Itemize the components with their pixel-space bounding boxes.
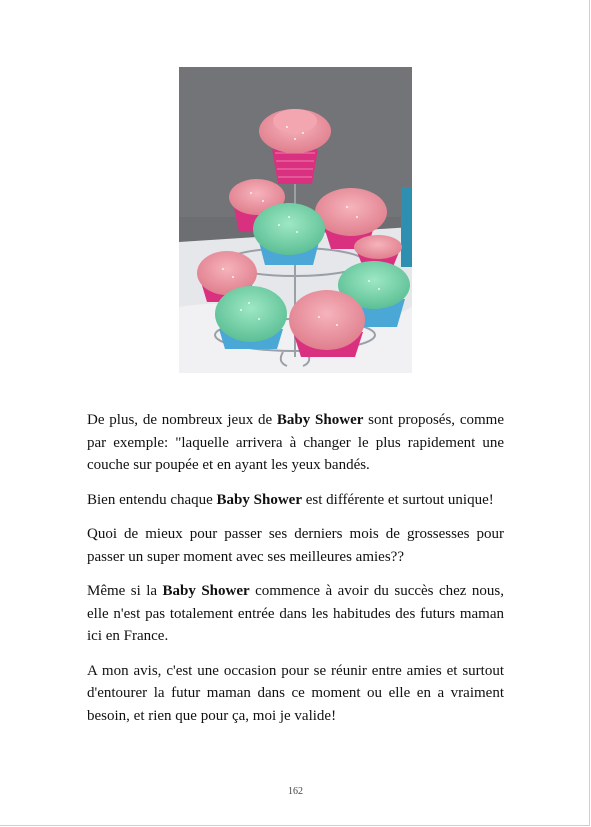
paragraph: A mon avis, c'est une occasion pour se réunir entre amies et surtout d'entourer la futur maman dans ce moment ou elle en a vraiment besoin, et rien que pour ça, moi je valide! [87,662,504,724]
cupcakes-photo [179,67,412,373]
body-text [87,409,504,739]
paragraph: Même si la Baby Shower commence à avoir du succès chez nous, elle n'est pas totalement entrée dans les habitudes des futurs maman ici en France. [87,583,504,644]
cupcake-pink-bottom-front [289,290,365,357]
paragraph: De plus, de nombreux jeux de Baby Shower sont proposés, comme par exemple: "laquelle arrivera à changer le plus rapidement une couche sur poupée et en ayant les yeux bandés. [87,412,504,473]
cupcake-green-bottom-front [215,286,287,349]
paragraph: Bien entendu chaque Baby Shower est différente et surtout unique! [87,491,494,508]
page-number: 162 [288,786,303,797]
cupcake-green-center [253,203,325,265]
paragraph: Quoi de mieux pour passer ses derniers mois de grossesses pour passer un super moment avec ses meilleures amies?? [87,526,504,565]
